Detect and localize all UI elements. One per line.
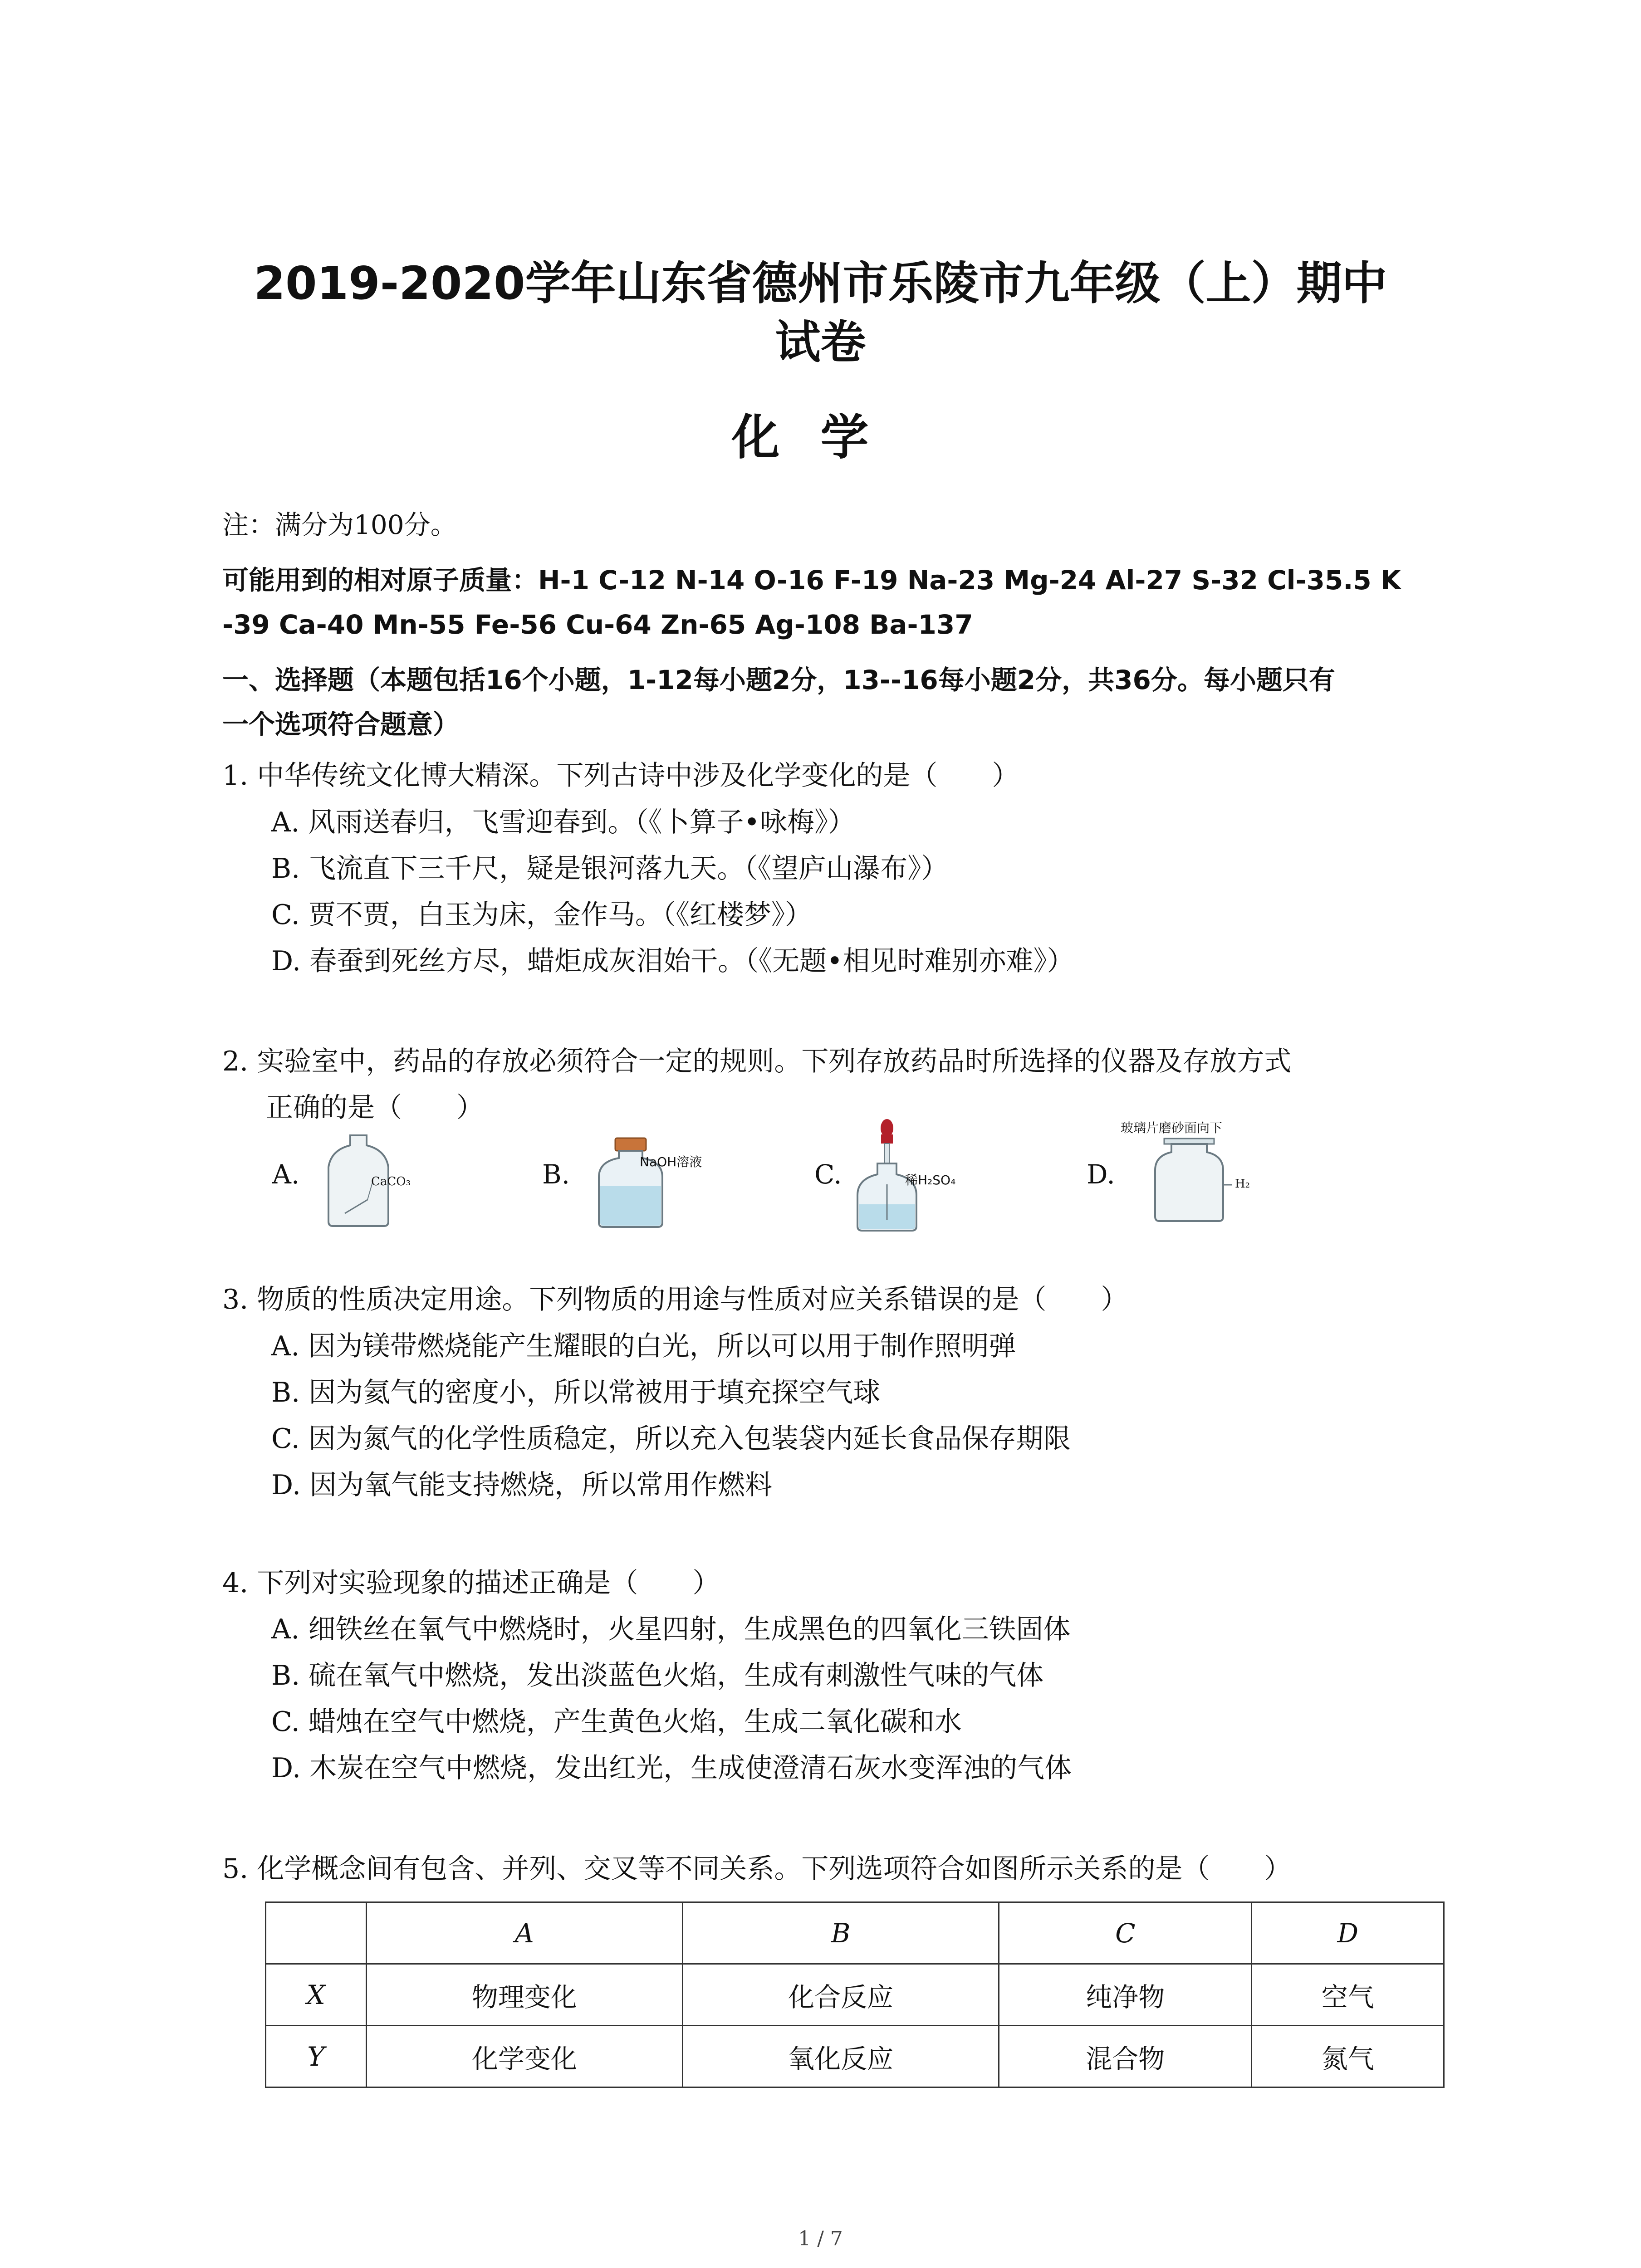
table-header-cell: A — [366, 1902, 682, 1964]
table-header-row — [266, 1902, 1444, 1964]
relation-table — [265, 1901, 1445, 2088]
bottle-a-label: CaCO₃ — [371, 1175, 411, 1188]
table-cell: 化学变化 — [366, 2026, 682, 2087]
q2-option-c-letter: C. — [814, 1159, 842, 1190]
subject-title: 化学 — [731, 410, 910, 465]
table-cell: 化合反应 — [682, 1964, 999, 2026]
q4-option-d: D. 木炭在空气中燃烧，发出红光，生成使澄清石灰水变浑浊的气体 — [271, 1752, 1072, 1784]
question-1-stem: 1. 中华传统文化博大精深。下列古诗中涉及化学变化的是（ ） — [222, 760, 1019, 792]
q1-option-b: B. 飞流直下三千尺，疑是银河落九天。（《望庐山瀑布》） — [271, 853, 949, 885]
table-cell: 氮气 — [1252, 2026, 1444, 2087]
bottle-b-label: NaOH溶液 — [640, 1154, 702, 1169]
q2-option-a-letter: A. — [272, 1159, 300, 1190]
page-number: 1 / 7 — [798, 2227, 843, 2250]
q2-option-b-letter: B. — [542, 1159, 570, 1190]
question-3-stem: 3. 物质的性质决定用途。下列物质的用途与性质对应关系错误的是（ ） — [222, 1284, 1128, 1315]
q1-option-c: C. 贾不贾，白玉为床，金作马。（《红楼梦》） — [271, 899, 812, 931]
bottle-b-illustration — [585, 1136, 676, 1232]
section-heading-line1: 一、选择题（本题包括16个小题，1-12每小题2分，13--16每小题2分，共36分。每小题只有 — [222, 665, 1335, 695]
table-header-cell: D — [1252, 1902, 1444, 1964]
table-header-cell: C — [999, 1902, 1252, 1964]
table-row-label: X — [266, 1964, 367, 2026]
table-cell: 氧化反应 — [682, 2026, 999, 2087]
table-cell: 物理变化 — [366, 1964, 682, 2026]
bottle-d-side-label: H₂ — [1235, 1177, 1250, 1191]
table-header-cell: B — [682, 1902, 999, 1964]
q1-option-a: A. 风雨送春归，飞雪迎春到。（《卜算子•咏梅》） — [271, 807, 855, 838]
exam-title-line2: 试卷 — [775, 316, 866, 369]
bottle-c-label: 稀H₂SO₄ — [905, 1173, 956, 1188]
bottle-d-illustration — [1143, 1134, 1234, 1225]
q1-option-d: D. 春蚕到死丝方尽，蜡炬成灰泪始干。（《无题•相见时难别亦难》） — [271, 945, 1074, 977]
score-note: 注：满分为100分。 — [222, 509, 457, 540]
q4-option-c: C. 蜡烛在空气中燃烧，产生黄色火焰，生成二氧化碳和水 — [271, 1706, 962, 1738]
question-4-stem: 4. 下列对实验现象的描述正确是（ ） — [222, 1567, 720, 1599]
question-2-stem-line2: 正确的是（ ） — [266, 1092, 484, 1124]
q3-option-c: C. 因为氮气的化学性质稳定，所以充入包装袋内延长食品保存期限 — [271, 1423, 1071, 1455]
section-heading-line2: 一个选项符合题意） — [222, 709, 460, 740]
bottle-d-top-label: 玻璃片磨砂面向下 — [1121, 1120, 1223, 1135]
exam-title-line1: 2019-2020学年山东省德州市乐陵市九年级（上）期中 — [254, 257, 1387, 310]
question-5-stem: 5. 化学概念间有包含、并列、交叉等不同关系。下列选项符合如图所示关系的是（ ） — [222, 1853, 1292, 1885]
q3-option-a: A. 因为镁带燃烧能产生耀眼的白光，所以可以用于制作照明弹 — [271, 1330, 1016, 1362]
table-header-cell — [266, 1902, 367, 1964]
table-row — [266, 1964, 1444, 2026]
table-row — [266, 2026, 1444, 2087]
atomic-mass-line2: -39 Ca-40 Mn-55 Fe-56 Cu-64 Zn-65 Ag-108 Ba-137 — [222, 609, 973, 640]
atomic-mass-line1: 可能用到的相对原子质量：H-1 C-12 N-14 O-16 F-19 Na-23 Mg-24 Al-27 S-32 Cl-35.5 K — [222, 565, 1401, 596]
table-cell: 混合物 — [999, 2026, 1252, 2087]
table-cell: 空气 — [1252, 1964, 1444, 2026]
q4-option-b: B. 硫在氧气中燃烧，发出淡蓝色火焰，生成有刺激性气味的气体 — [271, 1660, 1044, 1691]
table-cell: 纯净物 — [999, 1964, 1252, 2026]
table-row-label: Y — [266, 2026, 367, 2087]
q4-option-a: A. 细铁丝在氧气中燃烧时，火星四射，生成黑色的四氧化三铁固体 — [271, 1613, 1071, 1645]
q3-option-b: B. 因为氦气的密度小，所以常被用于填充探空气球 — [271, 1377, 881, 1408]
question-2-stem-line1: 2. 实验室中，药品的存放必须符合一定的规则。下列存放药品时所选择的仪器及存放方式 — [222, 1046, 1292, 1077]
q2-option-d-letter: D. — [1087, 1159, 1115, 1190]
q3-option-d: D. 因为氧气能支持燃烧，所以常用作燃料 — [271, 1469, 773, 1501]
